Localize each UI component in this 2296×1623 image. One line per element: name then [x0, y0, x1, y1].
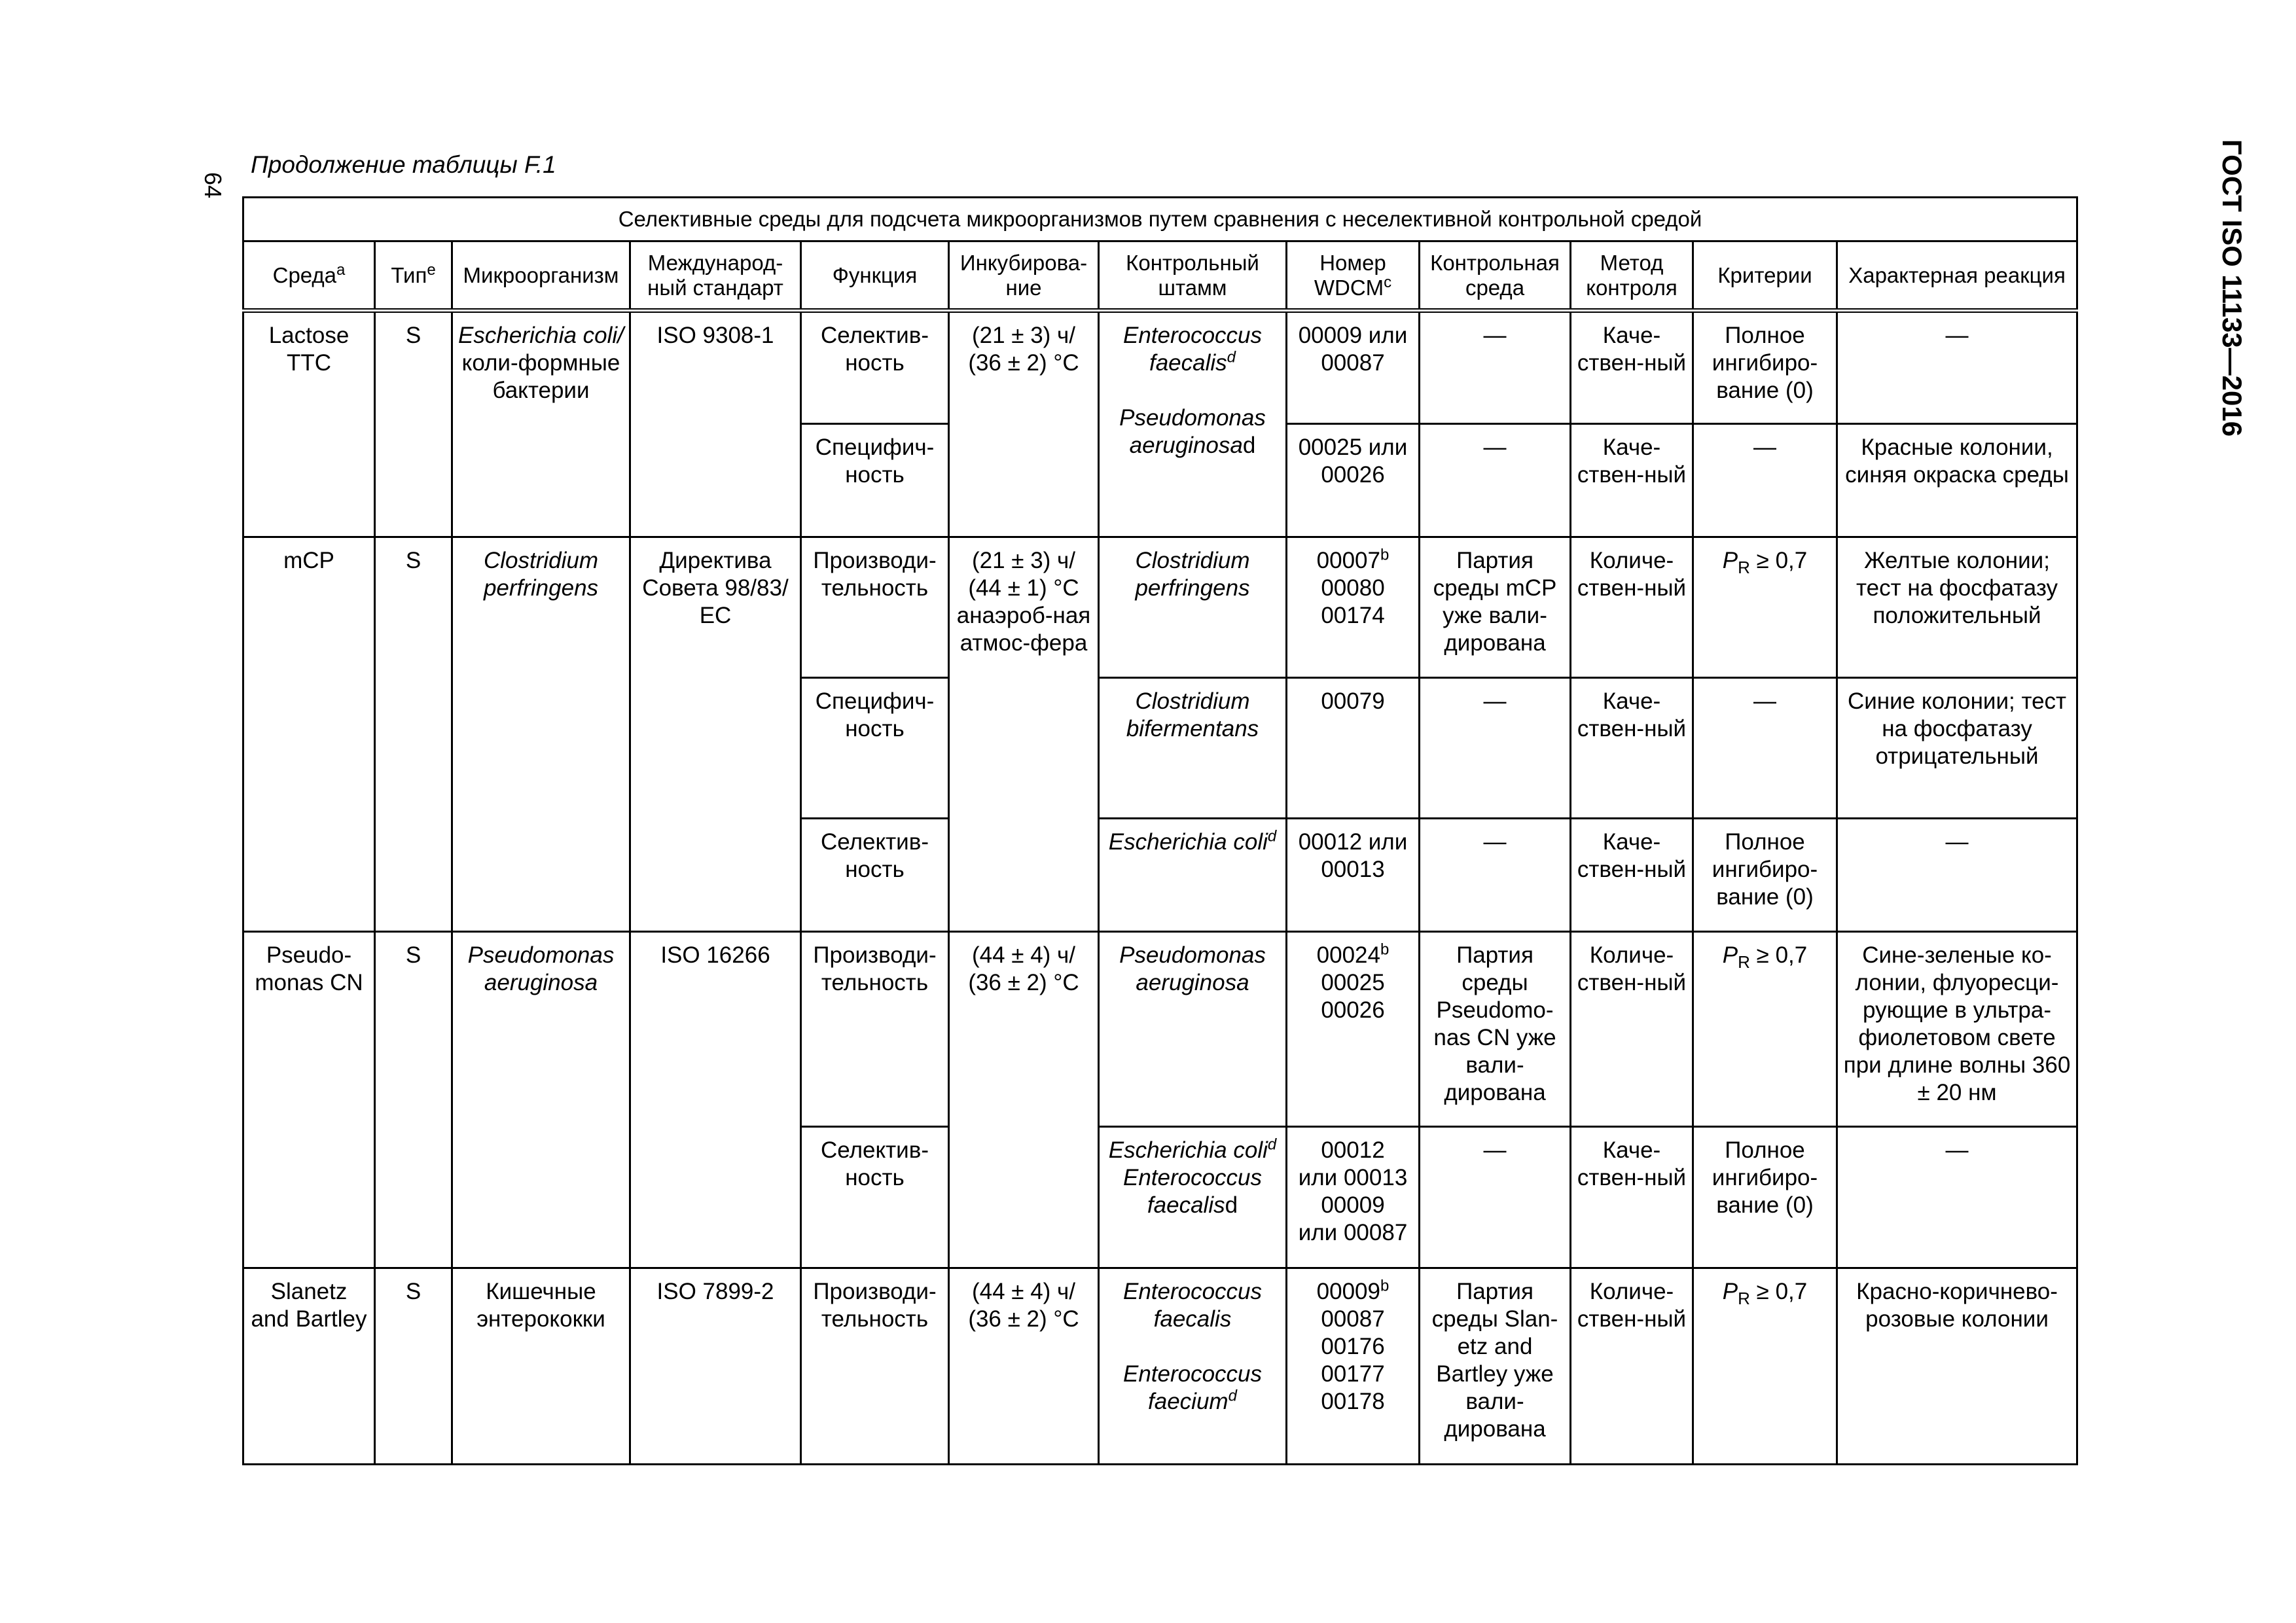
header-microorganism: Микроорганизм: [452, 241, 630, 311]
cell-method: Каче-ствен-ный: [1571, 311, 1693, 424]
cell-function: Производи-тельность: [801, 1268, 949, 1465]
cell-control-strain: Escherichia coli$^d$ Enterococcus faecalisd: [1099, 1127, 1287, 1268]
cell-wdcm: 00009 или 00087: [1287, 311, 1420, 424]
cell-incubation: (44 ± 4) ч/ (36 ± 2) °C: [949, 1268, 1099, 1465]
cell-type: S: [375, 932, 452, 1268]
cell-microorganism: Escherichia coli/коли-формные бактерии: [452, 311, 630, 537]
cell-microorganism: Кишечные энтерококки: [452, 1268, 630, 1465]
header-medium: Среда$^a$: [243, 241, 375, 311]
cell-criteria: $P_R \ge 0,7$: [1693, 932, 1837, 1127]
header-function: Функция: [801, 241, 949, 311]
cell-function: Производи-тельность: [801, 537, 949, 678]
cell-wdcm: 00024$^b$ 00025 00026: [1287, 932, 1420, 1127]
cell-method: Количе-ствен-ный: [1571, 932, 1693, 1127]
cell-reaction: Сине-зеленые ко-лонии, флуоресци-рующие в ультра-фиолетовом свете при длине волны 360 ± 20 нм: [1837, 932, 2077, 1127]
cell-medium: Lactose TTC: [243, 311, 375, 537]
header-type: Тип$^e$: [375, 241, 452, 311]
cell-incubation: (21 ± 3) ч/ (44 ± 1) °C анаэроб-ная атмос-фера: [949, 537, 1099, 932]
cell-reaction: Желтые колонии; тест на фосфатазу положительный: [1837, 537, 2077, 678]
cell-reaction: Красные колонии, синяя окраска среды: [1837, 424, 2077, 537]
cell-medium: Slanetz and Bartley: [243, 1268, 375, 1465]
cell-type: S: [375, 1268, 452, 1465]
cell-criteria: —: [1693, 678, 1837, 819]
table-row: [243, 311, 2077, 424]
cell-control-medium: —: [1420, 311, 1571, 424]
cell-control-medium: Партия среды Slan-etz and Bartley уже вали-дирована: [1420, 1268, 1571, 1465]
cell-method: Каче-ствен-ный: [1571, 1127, 1693, 1268]
cell-reaction: —: [1837, 311, 2077, 424]
header-control-medium: Контрольная среда: [1420, 241, 1571, 311]
cell-reaction: —: [1837, 819, 2077, 932]
cell-incubation: (44 ± 4) ч/ (36 ± 2) °C: [949, 932, 1099, 1268]
header-criteria: Критерии: [1693, 241, 1837, 311]
table-title: Селективные среды для подсчета микроорганизмов путем сравнения с неселективной контрольной средой: [243, 198, 2077, 241]
cell-control-strain: Clostridium perfringens: [1099, 537, 1287, 678]
cell-method: Каче-ствен-ный: [1571, 819, 1693, 932]
cell-criteria: Полное ингибиро-вание (0): [1693, 819, 1837, 932]
cell-standard: Директива Совета 98/83/ЕС: [630, 537, 801, 932]
cell-reaction: Красно-коричнево-розовые колонии: [1837, 1268, 2077, 1465]
cell-microorganism: Pseudomonas aeruginosa: [452, 932, 630, 1268]
cell-reaction: Синие колонии; тест на фосфатазу отрицательный: [1837, 678, 2077, 819]
cell-control-medium: —: [1420, 1127, 1571, 1268]
header-wdcm: Номер WDCM$^c$: [1287, 241, 1420, 311]
cell-criteria: Полное ингибиро-вание (0): [1693, 1127, 1837, 1268]
cell-method: Количе-ствен-ный: [1571, 1268, 1693, 1465]
cell-wdcm: 00079: [1287, 678, 1420, 819]
cell-function: Селектив-ность: [801, 819, 949, 932]
cell-control-strain: Pseudomonas aeruginosa: [1099, 932, 1287, 1127]
cell-wdcm: 00007$^b$ 00080 00174: [1287, 537, 1420, 678]
cell-method: Каче-ствен-ный: [1571, 678, 1693, 819]
cell-control-medium: Партия среды Pseudomo-nas CN уже вали-дирована: [1420, 932, 1571, 1127]
cell-function: Специфич-ность: [801, 424, 949, 537]
cell-wdcm: 00009$^b$ 00087 00176 00177 00178: [1287, 1268, 1420, 1465]
cell-criteria: —: [1693, 424, 1837, 537]
cell-medium: mCP: [243, 537, 375, 932]
cell-control-strain: Clostridium bifermentans: [1099, 678, 1287, 819]
header-reaction: Характерная реакция: [1837, 241, 2077, 311]
cell-control-strain: Escherichia coli$^d$: [1099, 819, 1287, 932]
cell-criteria: Полное ингибиро-вание (0): [1693, 311, 1837, 424]
cell-control-strain: Enterococcus faecalis Enterococcus faecium$^d$: [1099, 1268, 1287, 1465]
cell-reaction: —: [1837, 1127, 2077, 1268]
cell-standard: ISO 9308-1: [630, 311, 801, 537]
cell-control-strain: Enterococcus faecalis$^d$ Pseudomonas aeruginosad: [1099, 311, 1287, 537]
cell-standard: ISO 7899-2: [630, 1268, 801, 1465]
cell-standard: ISO 16266: [630, 932, 801, 1268]
cell-medium: Pseudo-monas CN: [243, 932, 375, 1268]
cell-microorganism: Clostridium perfringens: [452, 537, 630, 932]
table-row: [243, 932, 2077, 1127]
cell-wdcm: 00025 или 00026: [1287, 424, 1420, 537]
cell-function: Специфич-ность: [801, 678, 949, 819]
table-row: [243, 1268, 2077, 1465]
cell-control-medium: —: [1420, 678, 1571, 819]
cell-criteria: $P_R \ge 0,7$: [1693, 1268, 1837, 1465]
page-number: 64: [200, 171, 226, 199]
cell-function: Селектив-ность: [801, 1127, 949, 1268]
cell-criteria: $P_R \ge 0,7$: [1693, 537, 1837, 678]
table-caption: Продолжение таблицы F.1: [251, 151, 556, 178]
header-row: [243, 241, 2077, 311]
cell-wdcm: 00012 или 00013: [1287, 819, 1420, 932]
cell-incubation: (21 ± 3) ч/ (36 ± 2) °C: [949, 311, 1099, 537]
cell-control-medium: —: [1420, 819, 1571, 932]
media-table: [242, 196, 2078, 1465]
cell-control-medium: Партия среды mCP уже вали-дирована: [1420, 537, 1571, 678]
cell-type: S: [375, 537, 452, 932]
cell-type: S: [375, 311, 452, 537]
cell-wdcm: 00012 или 00013 00009 или 00087: [1287, 1127, 1420, 1268]
table-row: [243, 537, 2077, 678]
header-standard: Международ-ный стандарт: [630, 241, 801, 311]
header-method: Метод контроля: [1571, 241, 1693, 311]
cell-method: Каче-ствен-ный: [1571, 424, 1693, 537]
cell-function: Селектив-ность: [801, 311, 949, 424]
header-control-strain: Контрольный штамм: [1099, 241, 1287, 311]
header-incubation: Инкубирова-ние: [949, 241, 1099, 311]
cell-control-medium: —: [1420, 424, 1571, 537]
document-id: ГОСТ ISO 11133—2016: [2217, 139, 2248, 437]
cell-function: Производи-тельность: [801, 932, 949, 1127]
cell-method: Количе-ствен-ный: [1571, 537, 1693, 678]
